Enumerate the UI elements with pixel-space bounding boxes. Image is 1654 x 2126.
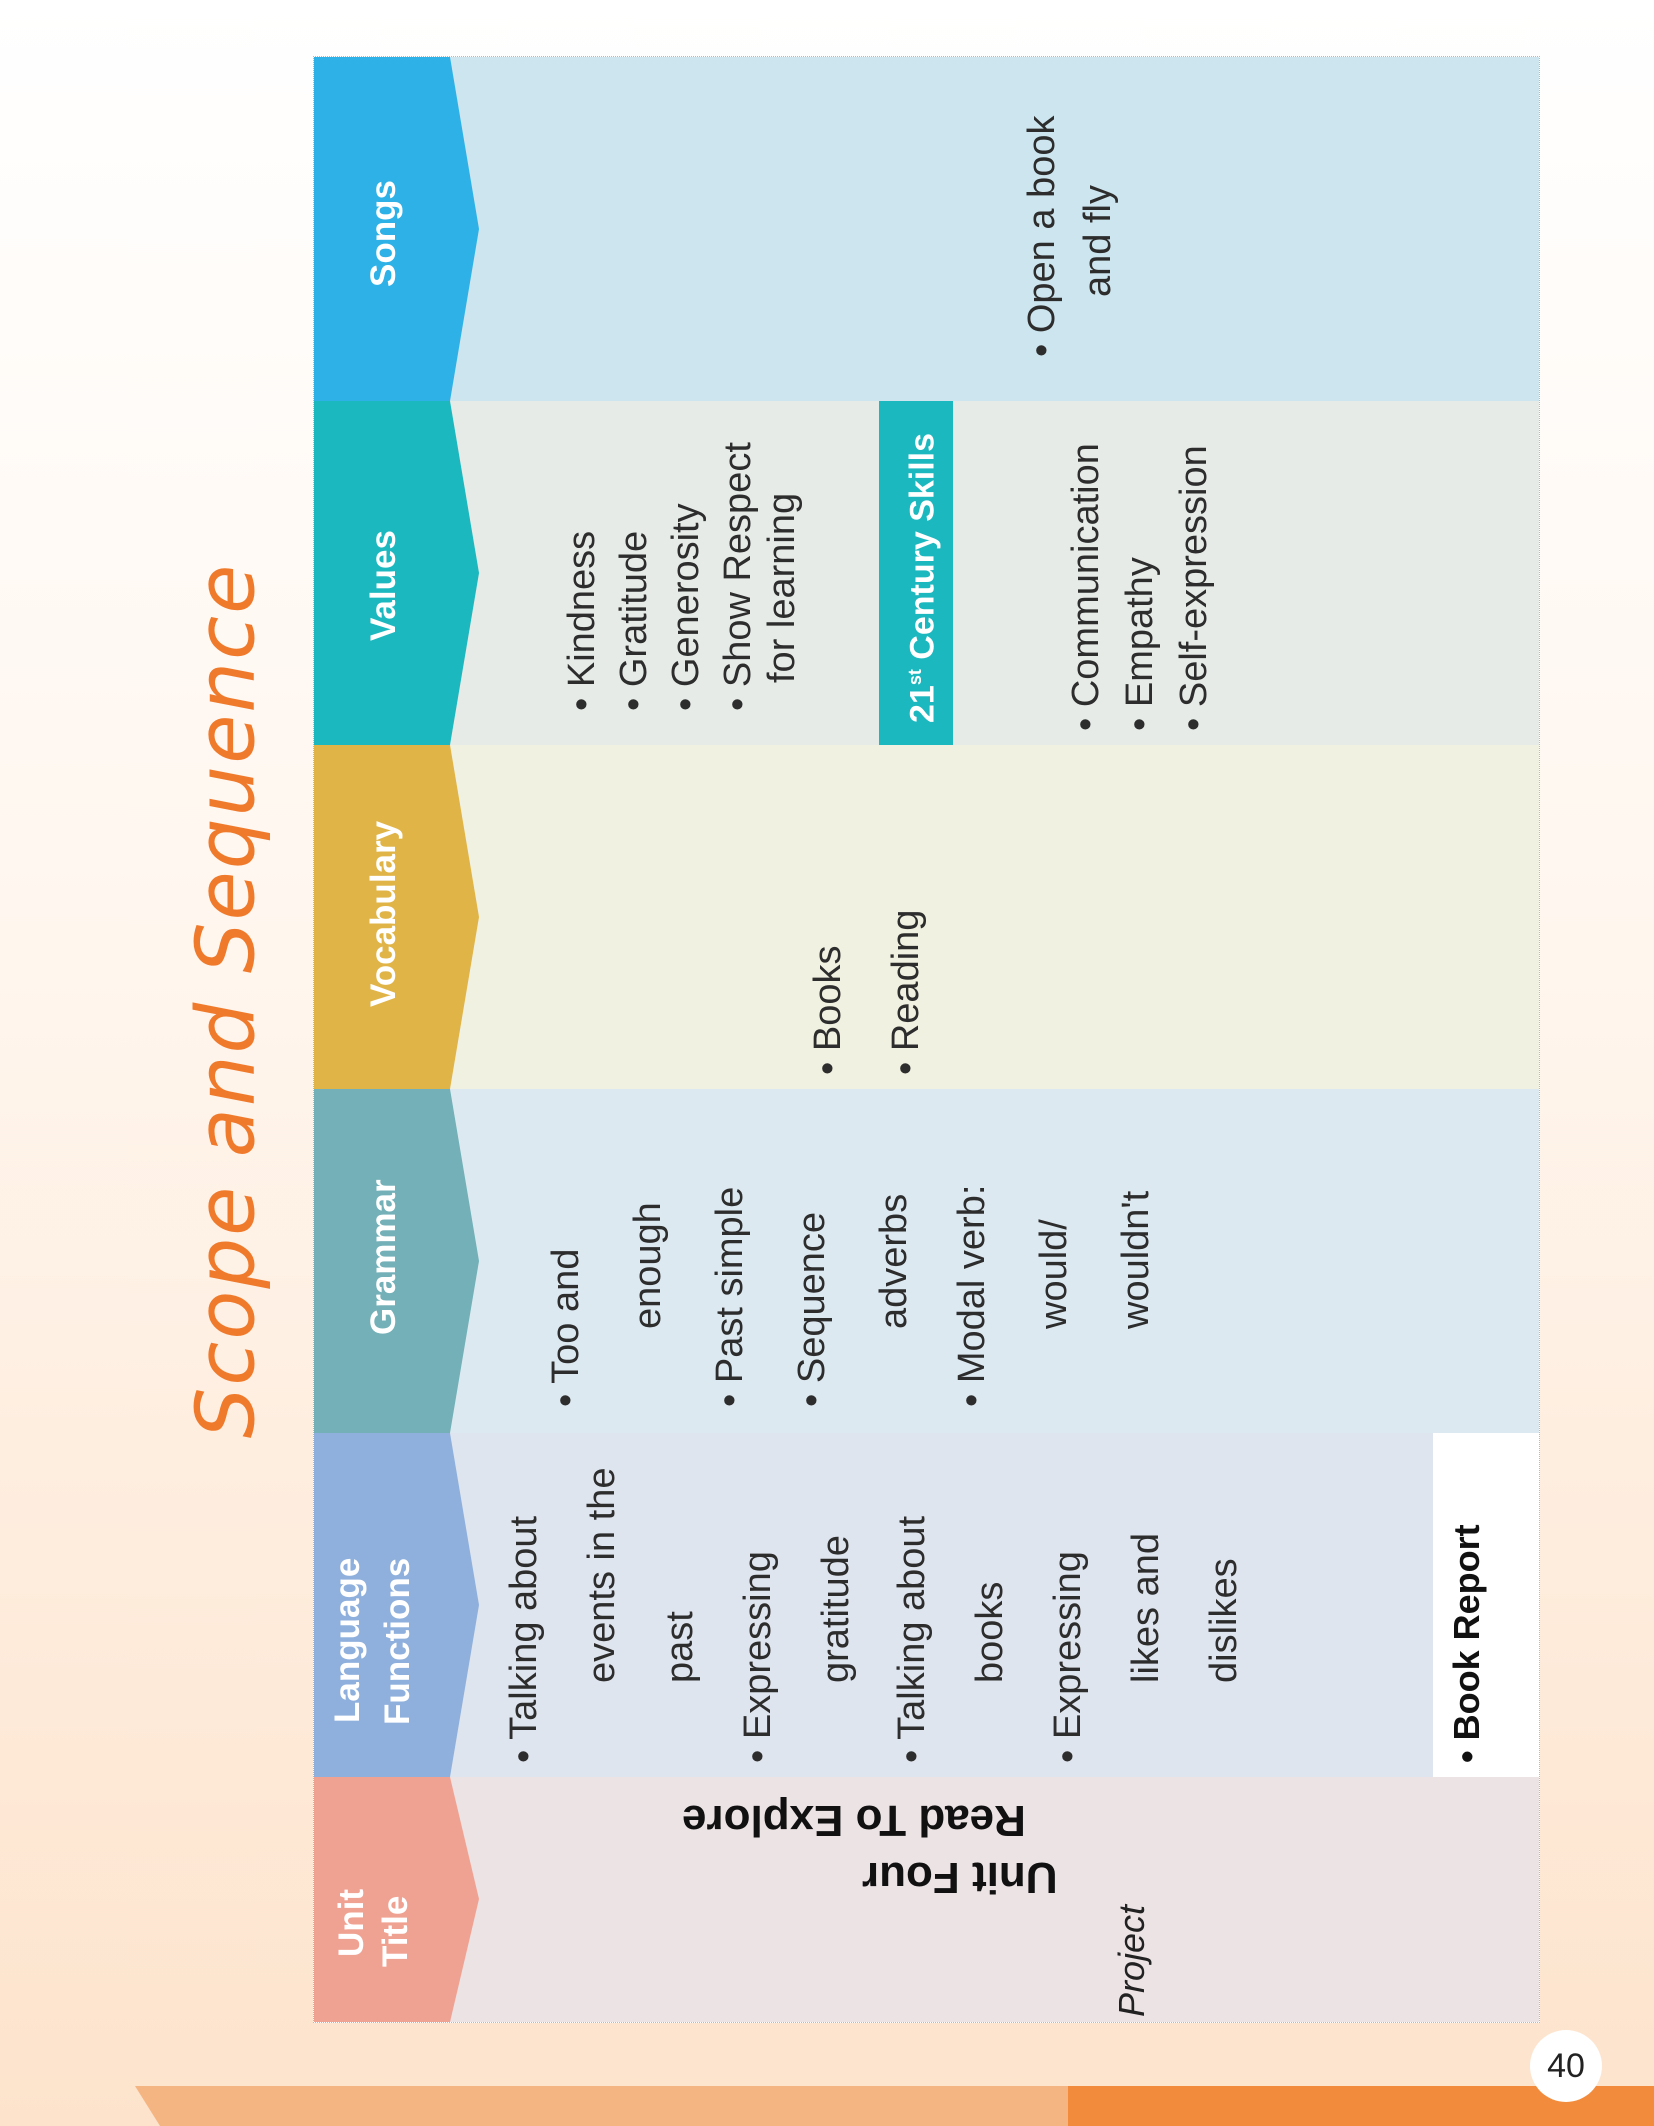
songs-item-1: and fly [1077,185,1119,297]
project-value: • Book Report [1446,1524,1487,1763]
page-title-wrap [176,560,276,1440]
vocabulary-header: Vocabulary [364,820,403,1007]
language-functions-header-line2: Functions [378,1557,417,1725]
language-functions-body [450,1433,1539,1778]
songs-row [314,57,1539,401]
lang-item-8: likes and [1125,1533,1167,1683]
skills-item-2: • Self-expression [1173,445,1215,731]
grammar-item-3: • Sequence [791,1211,833,1407]
footer-bar-light [135,2086,1070,2126]
values-item-0: • Kindness [561,530,603,711]
page-number: 40 [1530,2030,1602,2102]
lang-item-6: books [969,1581,1011,1683]
skills-header-rest: Century Skills [903,432,942,670]
skills-header [895,433,942,723]
grammar-item-1: enough [627,1202,669,1329]
vocabulary-body [450,745,1539,1090]
grammar-row [314,1089,1539,1433]
values-row [314,401,1539,745]
skills-item-0: • Communication [1065,443,1107,731]
skills-header-sup: st [905,669,925,686]
lang-item-0: • Talking about [503,1515,545,1763]
grammar-item-5: • Modal verb: [951,1184,993,1407]
values-item-4: for learning [761,492,803,683]
songs-header: Songs [364,180,403,287]
unit-title-body [450,1777,1539,2022]
lang-item-4: gratitude [815,1535,857,1683]
grammar-item-4: adverbs [873,1193,915,1329]
vocabulary-row [314,745,1539,1089]
values-header: Values [364,530,403,641]
grammar-item-7: wouldn't [1115,1190,1157,1329]
unit-title-header-line2: Title [376,1895,415,1967]
songs-item-0: • Open a book [1021,115,1063,357]
skills-header-main: 21 [903,685,942,723]
vocab-item-1: • Reading [885,909,927,1075]
lang-item-3: • Expressing [737,1551,779,1763]
lang-item-1: events in the [581,1467,623,1683]
footer-bar [0,2086,1654,2126]
lang-item-5: • Talking about [891,1515,933,1763]
grammar-item-0: • Too and [545,1248,587,1407]
skills-header-bar [879,401,953,745]
unit-number: Unit Four [862,1853,1058,1902]
lang-item-2: past [659,1611,701,1683]
unit-title-header-line1: Unit [332,1888,371,1957]
values-item-3: • Show Respect [717,442,759,711]
skills-item-1: • Empathy [1119,557,1161,731]
grammar-body [450,1089,1539,1434]
songs-body [450,57,1539,402]
lang-item-7: • Expressing [1047,1551,1089,1763]
grammar-item-6: would/ [1033,1219,1075,1329]
grammar-item-2: • Past simple [709,1186,751,1407]
values-item-1: • Gratitude [613,530,655,711]
language-functions-row [314,1433,1539,1777]
lang-item-9: dislikes [1203,1558,1245,1683]
page-title: Scope and Sequence [179,562,273,1438]
language-functions-header-line1: Language [328,1557,367,1723]
grammar-header: Grammar [364,1179,403,1335]
project-label: Project [1111,1904,1152,2017]
vocab-item-0: • Books [807,945,849,1075]
scope-sequence-table [313,56,1540,2023]
unit-title-row [314,1777,1539,2022]
values-item-2: • Generosity [665,503,707,711]
project-value-cell [1433,1433,1539,1778]
values-body [450,401,1539,746]
unit-name: Read To Explore [682,1796,1026,1845]
